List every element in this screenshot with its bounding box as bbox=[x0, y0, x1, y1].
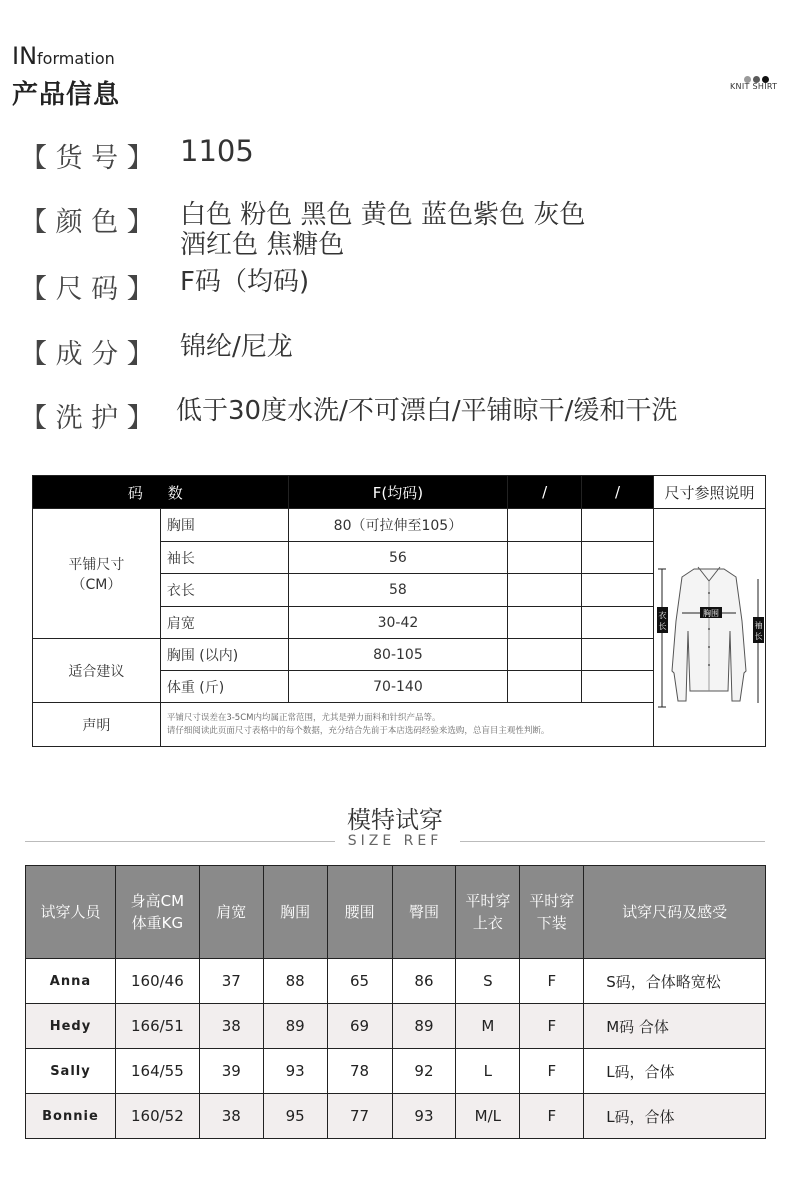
empty-cell bbox=[582, 671, 654, 703]
header-f: F(均码) bbox=[288, 476, 508, 509]
col-header: 平时穿 上衣 bbox=[456, 866, 520, 959]
col-header: 试穿尺码及感受 bbox=[584, 866, 766, 959]
header-slash-1: / bbox=[508, 476, 582, 509]
row-value: 30-42 bbox=[288, 607, 508, 639]
fit-feedback: L码，合体 bbox=[584, 1094, 766, 1139]
col-header: 身高CM 体重KG bbox=[115, 866, 199, 959]
chest: 95 bbox=[263, 1094, 327, 1139]
col-header: 腰围 bbox=[327, 866, 392, 959]
col-header: 试穿人员 bbox=[26, 866, 116, 959]
col-header: 胸围 bbox=[263, 866, 327, 959]
table-row bbox=[26, 1094, 766, 1139]
statement-line-2: 请仔细阅读此页面尺寸表格中的每个数据，充分结合先前于本店选码经验来选购，总盲目主观性判断。 bbox=[166, 725, 550, 736]
group-flat-size bbox=[33, 509, 161, 639]
group-fit-suggestion: 适合建议 bbox=[33, 639, 161, 703]
header-english-title bbox=[12, 42, 115, 70]
model-table-header bbox=[26, 866, 766, 959]
row-name: 袖长 bbox=[160, 542, 288, 574]
info-value: 1105 bbox=[180, 134, 254, 168]
model-name: Anna bbox=[26, 959, 116, 1004]
chest: 88 bbox=[263, 959, 327, 1004]
header-code: 码 数 bbox=[33, 476, 289, 509]
row-name: 肩宽 bbox=[160, 607, 288, 639]
empty-cell bbox=[582, 542, 654, 574]
waist: 69 bbox=[327, 1004, 392, 1049]
empty-cell bbox=[508, 607, 582, 639]
size-table-header bbox=[33, 476, 766, 509]
row-value: 70-140 bbox=[288, 671, 508, 703]
row-name: 胸围 (以内) bbox=[160, 639, 288, 671]
col-header: 臀围 bbox=[392, 866, 456, 959]
shoulder: 38 bbox=[199, 1094, 263, 1139]
row-value: 58 bbox=[288, 574, 508, 607]
diagram-chest-label: 胸围 bbox=[703, 608, 720, 618]
model-section-subtitle: SIZE REF bbox=[347, 833, 443, 849]
row-value: 80（可拉伸至105） bbox=[288, 509, 508, 542]
diagram-length-label-2: 长 bbox=[658, 621, 667, 631]
waist: 65 bbox=[327, 959, 392, 1004]
empty-cell bbox=[508, 542, 582, 574]
waist: 78 bbox=[327, 1049, 392, 1094]
usual-bottom: F bbox=[520, 1049, 584, 1094]
size-table bbox=[32, 475, 766, 747]
header-en-big: IN bbox=[12, 42, 38, 70]
shoulder: 38 bbox=[199, 1004, 263, 1049]
shoulder: 37 bbox=[199, 959, 263, 1004]
row-value: 80-105 bbox=[288, 639, 508, 671]
statement-note bbox=[160, 703, 653, 747]
model-name: Hedy bbox=[26, 1004, 116, 1049]
fit-feedback: S码，合体略宽松 bbox=[584, 959, 766, 1004]
chest: 93 bbox=[263, 1049, 327, 1094]
shirt-diagram-icon bbox=[654, 511, 764, 741]
empty-cell bbox=[508, 574, 582, 607]
divider-right bbox=[460, 841, 765, 842]
row-name: 体重 (斤) bbox=[160, 671, 288, 703]
statement-line-1: 平铺尺寸误差在3-5CM内均属正常范围，尤其是弹力面料和针织产品等。 bbox=[166, 712, 441, 723]
height-weight: 166/51 bbox=[115, 1004, 199, 1049]
header-chinese-title: 产品信息 bbox=[12, 80, 121, 110]
height-weight: 160/46 bbox=[115, 959, 199, 1004]
info-label: 【 货 号 】 bbox=[20, 143, 154, 174]
table-row bbox=[26, 1004, 766, 1049]
model-section-title: 模特试穿 bbox=[347, 806, 443, 834]
empty-cell bbox=[508, 671, 582, 703]
height-weight: 164/55 bbox=[115, 1049, 199, 1094]
info-label: 【 成 分 】 bbox=[20, 339, 154, 370]
waist: 77 bbox=[327, 1094, 392, 1139]
fit-feedback: M码 合体 bbox=[584, 1004, 766, 1049]
model-name: Sally bbox=[26, 1049, 116, 1094]
shoulder: 39 bbox=[199, 1049, 263, 1094]
empty-cell bbox=[582, 639, 654, 671]
model-name: Bonnie bbox=[26, 1094, 116, 1139]
table-row bbox=[26, 959, 766, 1004]
empty-cell bbox=[508, 509, 582, 542]
hip: 93 bbox=[392, 1094, 456, 1139]
usual-bottom: F bbox=[520, 1094, 584, 1139]
diagram-length-label-1: 衣 bbox=[658, 610, 667, 620]
row-value: 56 bbox=[288, 542, 508, 574]
usual-top: L bbox=[456, 1049, 520, 1094]
brand-tag: KNIT SHIRT bbox=[730, 82, 778, 91]
row-name: 胸围 bbox=[160, 509, 288, 542]
empty-cell bbox=[582, 607, 654, 639]
empty-cell bbox=[582, 574, 654, 607]
diagram-sleeve-label-1: 袖 bbox=[754, 620, 763, 630]
info-value: 锦纶/尼龙 bbox=[180, 332, 293, 362]
info-label: 【 颜 色 】 bbox=[20, 207, 154, 238]
header-size-reference: 尺寸参照说明 bbox=[653, 476, 765, 509]
diagram-sleeve-label-2: 长 bbox=[754, 631, 763, 641]
usual-bottom: F bbox=[520, 1004, 584, 1049]
info-value-line2: 酒红色 焦糖色 bbox=[180, 230, 345, 260]
empty-cell bbox=[508, 639, 582, 671]
group-flat-size-unit: （CM） bbox=[71, 576, 122, 593]
info-label: 【 尺 码 】 bbox=[20, 274, 154, 305]
garment-diagram-cell bbox=[653, 509, 765, 747]
col-header: 肩宽 bbox=[199, 866, 263, 959]
hip: 92 bbox=[392, 1049, 456, 1094]
info-label: 【 洗 护 】 bbox=[20, 403, 154, 434]
usual-top: M/L bbox=[456, 1094, 520, 1139]
hip: 89 bbox=[392, 1004, 456, 1049]
col-header: 平时穿 下装 bbox=[520, 866, 584, 959]
usual-top: M bbox=[456, 1004, 520, 1049]
info-value: 低于30度水洗/不可漂白/平铺晾干/缓和干洗 bbox=[176, 396, 678, 426]
group-statement: 声明 bbox=[33, 703, 161, 747]
fit-feedback: L码，合体 bbox=[584, 1049, 766, 1094]
info-value: 白色 粉色 黑色 黄色 蓝色紫色 灰色 bbox=[180, 200, 586, 230]
header-en-rest: formation bbox=[37, 49, 115, 68]
hip: 86 bbox=[392, 959, 456, 1004]
model-table bbox=[25, 865, 766, 1139]
usual-bottom: F bbox=[520, 959, 584, 1004]
header-slash-2: / bbox=[582, 476, 654, 509]
table-row bbox=[26, 1049, 766, 1094]
chest: 89 bbox=[263, 1004, 327, 1049]
usual-top: S bbox=[456, 959, 520, 1004]
empty-cell bbox=[582, 509, 654, 542]
row-name: 衣长 bbox=[160, 574, 288, 607]
height-weight: 160/52 bbox=[115, 1094, 199, 1139]
info-value: F码（均码) bbox=[180, 267, 310, 297]
group-flat-size-label: 平铺尺寸 bbox=[68, 556, 125, 573]
